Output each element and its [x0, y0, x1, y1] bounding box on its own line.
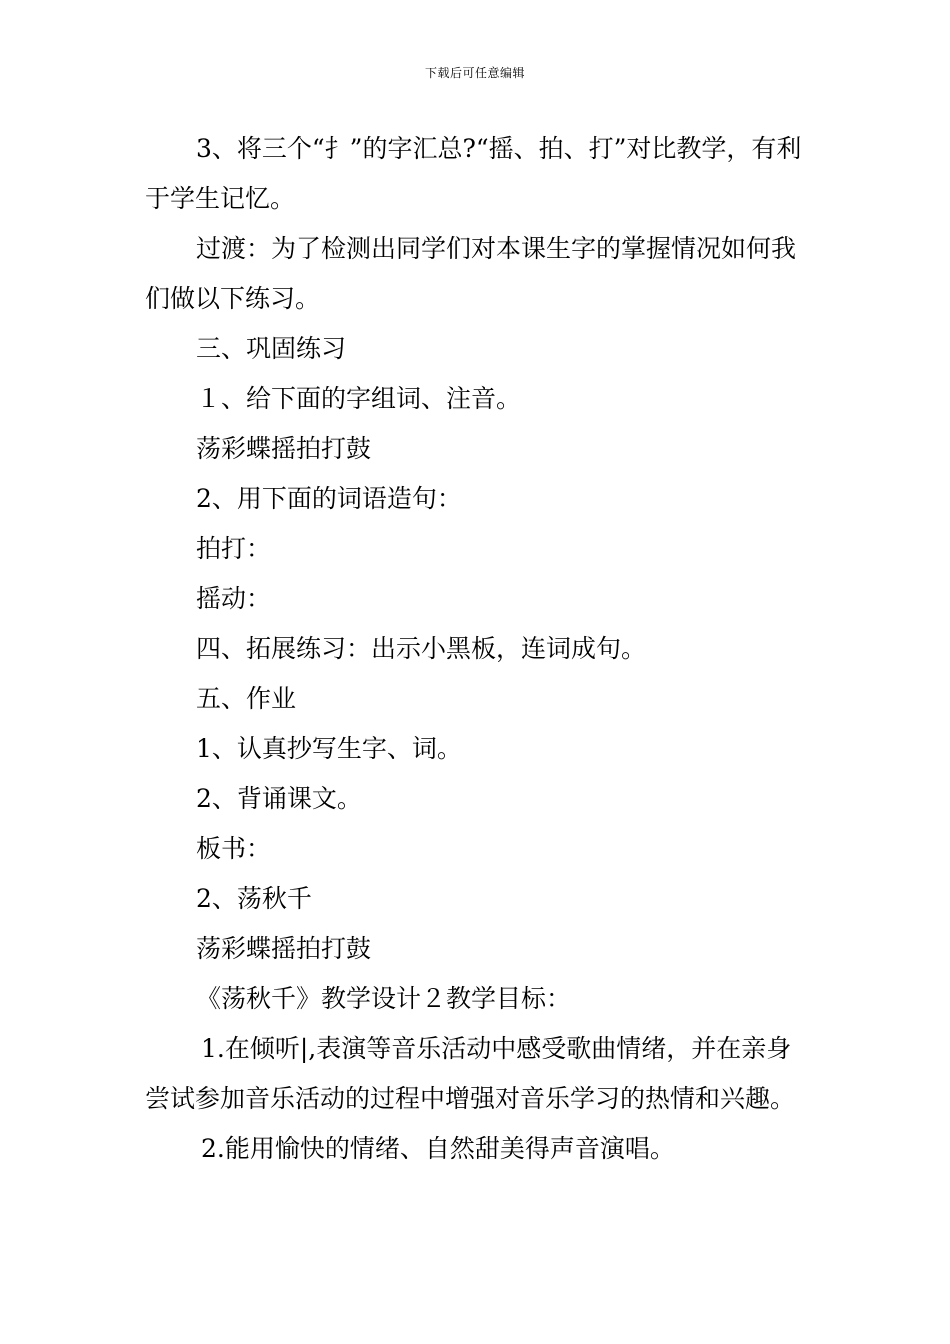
blackboard-characters: 荡彩蝶摇拍打鼓	[196, 934, 372, 963]
objective-1: 1.在倾听|,表演等音乐活动中感受歌曲情绪，并在亲身尝试参加音乐活动的过程中增强对音乐学习的热情和兴趣。	[145, 1034, 796, 1113]
heading-consolidation-practice: 三、巩固练习	[196, 334, 347, 363]
sentence-prompt-pai-da: 拍打：	[196, 534, 272, 563]
sentence-prompt-yao-dong: 摇动：	[196, 584, 272, 613]
heading-design-2-objectives: 《荡秋千》教学设计２教学目标：	[196, 984, 572, 1013]
exercise-item-2: 2、用下面的词语造句：	[196, 484, 462, 513]
character-list: 荡彩蝶摇拍打鼓	[196, 434, 372, 463]
heading-homework: 五、作业	[196, 684, 297, 713]
paragraph-transition: 过渡：为了检测出同学们对本课生字的掌握情况如何我们做以下练习。	[145, 234, 797, 313]
blackboard-title: 2、荡秋千	[196, 884, 312, 913]
paragraph-summary-radicals: 3、将三个“扌”的字汇总?“摇、拍、打”对比教学，有利于学生记忆。	[145, 134, 802, 213]
objective-2: 2.能用愉快的情绪、自然甜美得声音演唱。	[201, 1134, 675, 1163]
exercise-item-1: １、给下面的字组词、注音。	[196, 384, 522, 413]
homework-item-1: 1、认真抄写生字、词。	[196, 734, 462, 763]
heading-blackboard: 板书：	[196, 834, 272, 863]
heading-extension-practice: 四、拓展练习：出示小黑板，连词成句。	[196, 634, 647, 663]
page-header-note: 下载后可任意编辑	[424, 66, 525, 80]
document-body	[145, 124, 810, 1174]
homework-item-2: 2、背诵课文。	[196, 784, 362, 813]
